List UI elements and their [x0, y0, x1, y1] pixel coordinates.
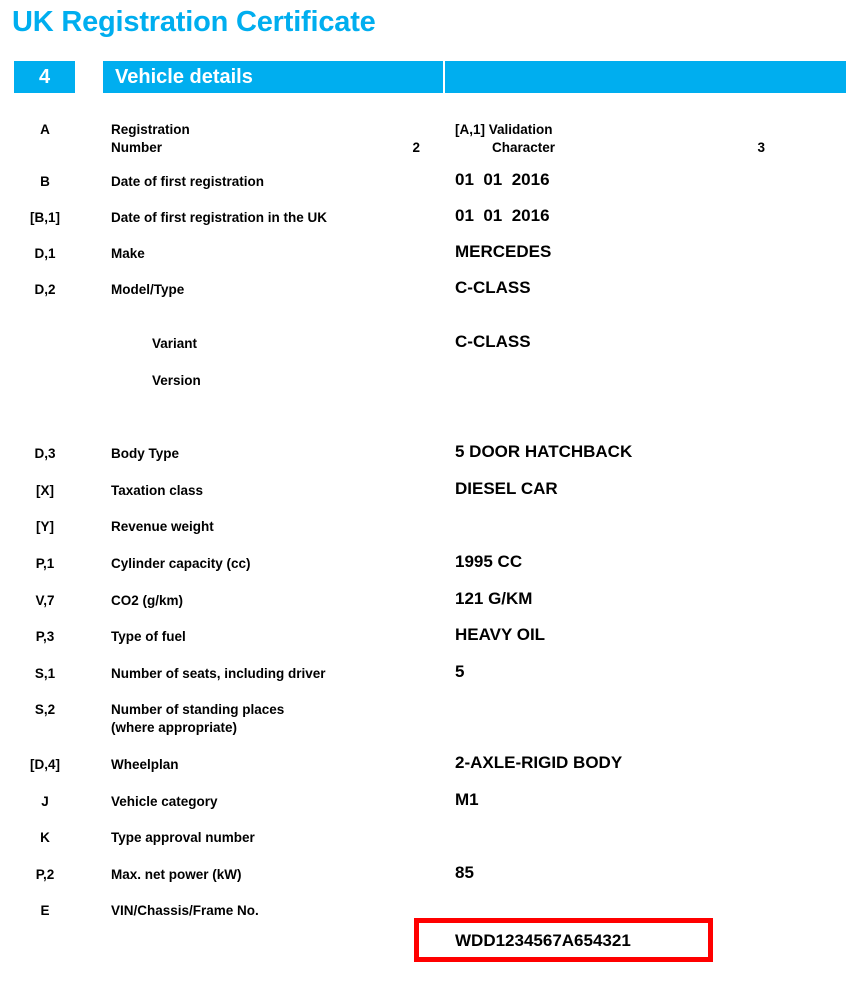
row-label-line2: (where appropriate): [111, 720, 238, 735]
row-code: J: [41, 794, 49, 809]
table-row: [0, 329, 860, 366]
row-value: 85: [455, 863, 474, 882]
row-label: Model/Type: [111, 282, 185, 297]
table-row: [0, 476, 860, 512]
row-label: Cylinder capacity (cc): [111, 556, 251, 571]
row-label: Variant: [152, 336, 198, 351]
row-code: S,1: [34, 666, 56, 681]
table-row: [0, 93, 860, 167]
row-value: MERCEDES: [455, 242, 552, 261]
section-header-band: [0, 61, 860, 93]
row-label: Type of fuel: [111, 629, 186, 644]
row-label: Revenue weight: [111, 519, 214, 534]
table-row: [0, 823, 860, 860]
row-label-line2: Number: [111, 140, 163, 155]
vehicle-details-list: [0, 93, 860, 936]
table-row: [0, 439, 860, 476]
row-value: DIESEL CAR: [455, 479, 558, 498]
row-label: Date of first registration: [111, 174, 265, 189]
table-row: [0, 239, 860, 275]
row-value: M1: [455, 790, 479, 809]
row-label: Wheelplan: [111, 757, 179, 772]
row-value: C-CLASS: [455, 332, 531, 351]
row-label: Taxation class: [111, 483, 204, 498]
row-value-line2: Character: [492, 140, 556, 155]
section-title: Vehicle details: [103, 61, 443, 93]
row-label: Number of seats, including driver: [111, 666, 326, 681]
row-code: P,1: [35, 556, 55, 571]
row-code: S,2: [34, 702, 56, 717]
row-code: A: [40, 122, 50, 137]
row-value-number: 3: [757, 140, 765, 155]
row-code: P,2: [35, 867, 55, 882]
row-label: Make: [111, 246, 145, 261]
section-number-badge: 4: [14, 61, 75, 93]
page-title: UK Registration Certificate: [12, 6, 376, 38]
row-label: Version: [152, 373, 201, 388]
row-label: VIN/Chassis/Frame No.: [111, 903, 259, 918]
row-label-line1: Number of standing places: [111, 702, 285, 717]
row-value: 01 01 2016: [455, 170, 550, 189]
row-label-number: 2: [412, 140, 420, 155]
table-row: [0, 695, 860, 750]
row-code: P,3: [35, 629, 55, 644]
row-value: C-CLASS: [455, 278, 531, 297]
table-row: [0, 787, 860, 823]
table-row: [0, 586, 860, 622]
table-row: [0, 750, 860, 787]
row-code: [Y]: [36, 519, 54, 534]
vin-value: WDD1234567A654321: [455, 931, 631, 950]
vin-highlight-box: [414, 918, 713, 962]
row-code: B: [40, 174, 50, 189]
table-row: [0, 622, 860, 659]
row-code: V,7: [35, 593, 55, 608]
table-row: [0, 549, 860, 586]
table-row: [0, 167, 860, 203]
row-label: Body Type: [111, 446, 180, 461]
row-code: E: [40, 903, 50, 918]
row-value-line1: [A,1] Validation: [455, 122, 553, 137]
row-code: [B,1]: [30, 210, 60, 225]
row-value: 2-AXLE-RIGID BODY: [455, 753, 623, 772]
row-code: [X]: [36, 483, 54, 498]
row-value: 1995 CC: [455, 552, 523, 571]
table-row: [0, 275, 860, 329]
row-code: K: [40, 830, 50, 845]
table-row: [0, 659, 860, 695]
row-label: Date of first registration in the UK: [111, 210, 328, 225]
row-code: [D,4]: [30, 757, 60, 772]
row-label: CO2 (g/km): [111, 593, 184, 608]
table-row: [0, 366, 860, 439]
row-value: HEAVY OIL: [455, 625, 546, 644]
row-code: D,3: [34, 446, 56, 461]
row-label: Type approval number: [111, 830, 255, 845]
row-label-line1: Registration: [111, 122, 190, 137]
section-band-filler: [445, 61, 846, 93]
table-row: [0, 203, 860, 239]
table-row: [0, 860, 860, 896]
row-label: Vehicle category: [111, 794, 218, 809]
row-value: 01 01 2016: [455, 206, 550, 225]
row-value: 5: [455, 662, 465, 681]
row-value: 5 DOOR HATCHBACK: [455, 442, 633, 461]
row-code: D,2: [34, 282, 56, 297]
row-label: Max. net power (kW): [111, 867, 242, 882]
table-row: [0, 512, 860, 549]
row-code: D,1: [34, 246, 56, 261]
row-value: 121 G/KM: [455, 589, 533, 608]
